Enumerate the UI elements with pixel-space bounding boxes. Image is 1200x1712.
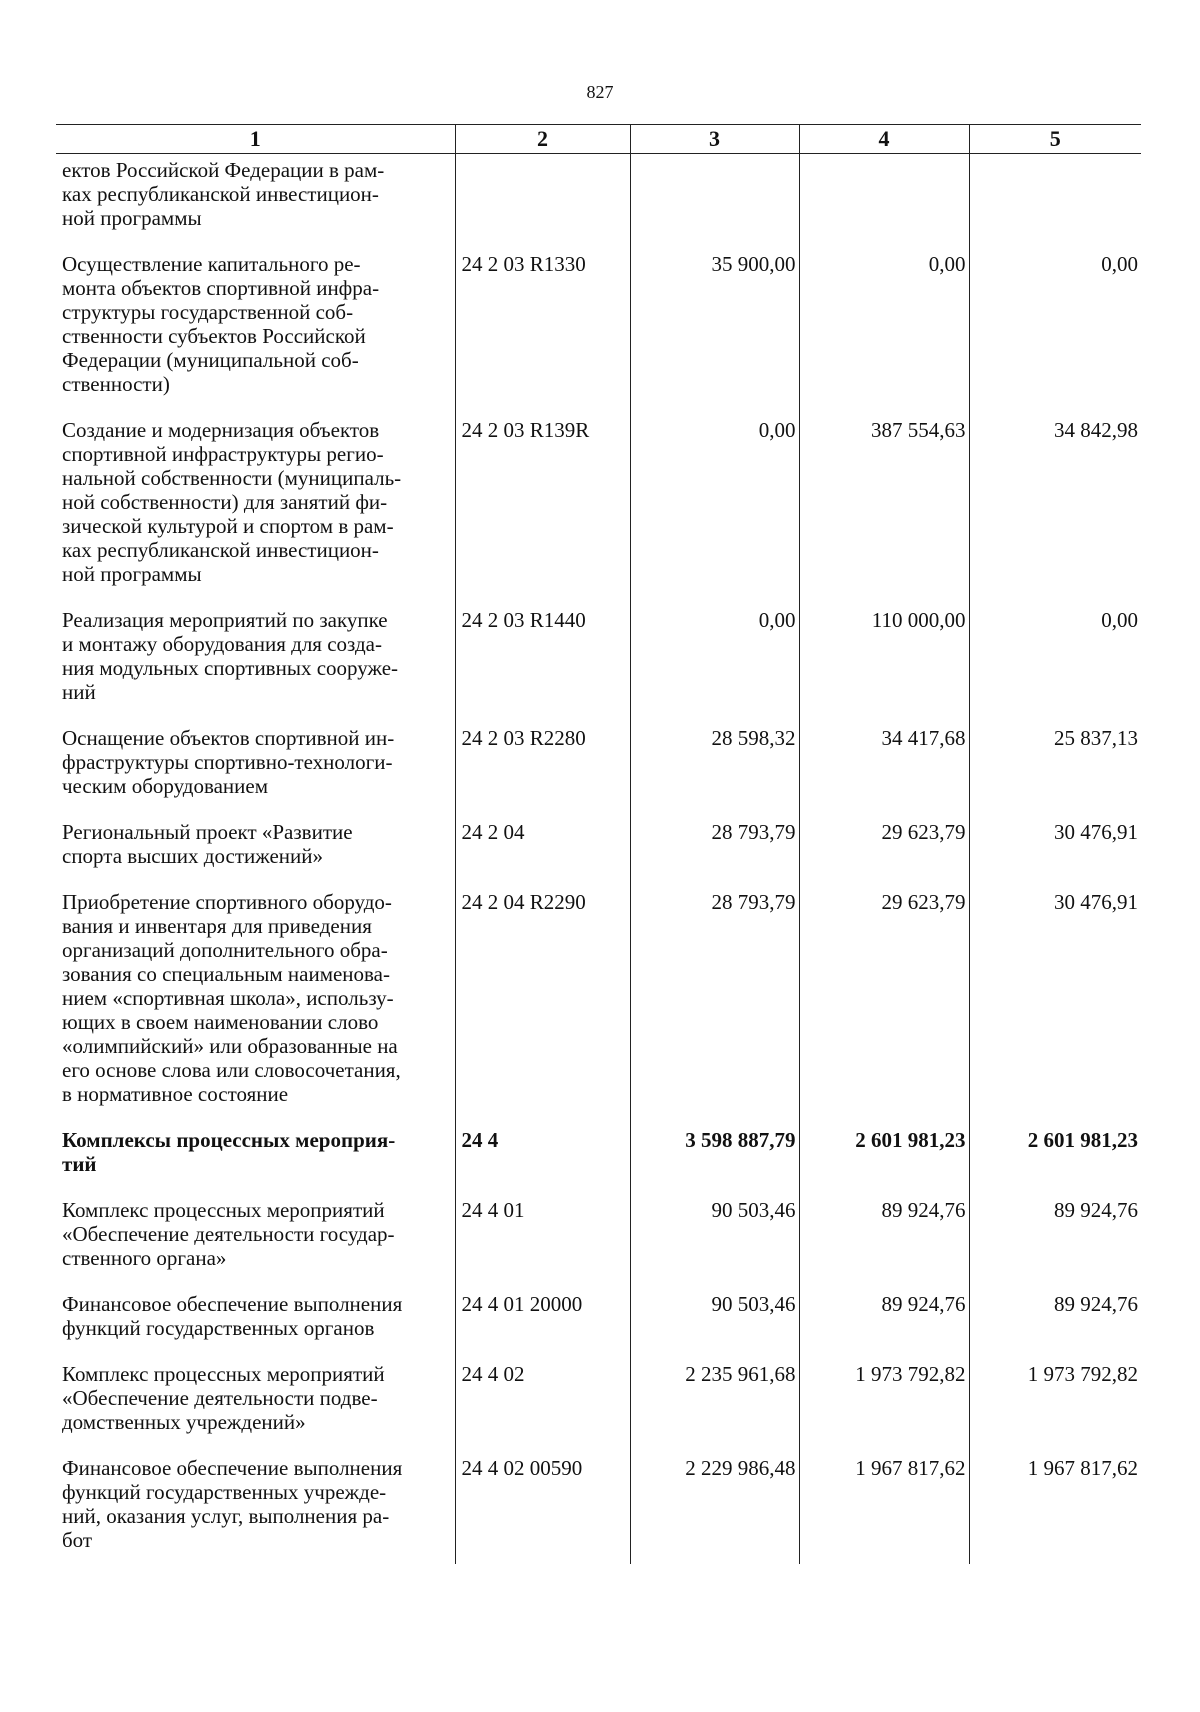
row-name-cell: ектов Российской Федерации в рам- ках республиканской инвестицион- ной программы	[62, 158, 385, 230]
row-value-col5: 2 601 981,23	[969, 1118, 1141, 1188]
table-row	[56, 242, 1141, 408]
table-row	[56, 1352, 1141, 1446]
row-code-cell: 24 4 02	[455, 1352, 630, 1446]
row-code-cell: 24 2 04	[455, 810, 630, 880]
row-value-col5: 1 973 792,82	[969, 1352, 1141, 1446]
row-value-col3: 3 598 887,79	[630, 1118, 799, 1188]
row-code-cell: 24 2 03 R139R	[455, 408, 630, 598]
row-name-cell: Финансовое обеспечение выполнения функций государственных органов	[62, 1292, 403, 1340]
row-value-col4: 387 554,63	[799, 408, 969, 598]
row-code-cell: 24 2 03 R2280	[455, 716, 630, 810]
table-row	[56, 1118, 1141, 1188]
row-code-cell: 24 2 03 R1440	[455, 598, 630, 716]
row-value-col4: 34 417,68	[799, 716, 969, 810]
column-header-2: 2	[455, 125, 630, 154]
row-code-cell: 24 2 04 R2290	[455, 880, 630, 1118]
row-value-col5: 34 842,98	[969, 408, 1141, 598]
row-name-cell: Комплекс процессных мероприятий «Обеспечение деятельности государ- ственного органа»	[62, 1198, 395, 1270]
row-value-col5: 30 476,91	[969, 810, 1141, 880]
column-header-5: 5	[969, 125, 1141, 154]
row-name-cell: Финансовое обеспечение выполнения функций государственных учрежде- ний, оказания услуг, выполнения ра- бот	[62, 1456, 403, 1552]
row-name-cell: Создание и модернизация объектов спортивной инфраструктуры регио- нальной собственности (муниципаль- ной собственности) для занятий фи- зической культурой и спортом в рам- ках республиканской инвестицион- ной программы	[62, 418, 402, 586]
row-value-col3: 35 900,00	[630, 242, 799, 408]
column-header-3: 3	[630, 125, 799, 154]
row-code-cell: 24 4 02 00590	[455, 1446, 630, 1564]
table-row	[56, 1188, 1141, 1282]
row-value-col5: 0,00	[969, 598, 1141, 716]
row-code-cell: 24 4 01 20000	[455, 1282, 630, 1352]
table-row	[56, 598, 1141, 716]
row-code-cell: 24 4	[455, 1118, 630, 1188]
row-name-cell: Приобретение спортивного оборудо- вания и инвентаря для приведения организаций дополнительного обра- зования со специальным наименова- нием «спортивная школа», использу- ющих в своем наименовании слово «олимпийский» или образованные на его основе слова или словосочетания, в нормативное состояние	[62, 890, 401, 1106]
row-code-cell: 24 2 03 R1330	[455, 242, 630, 408]
table-row	[56, 1446, 1141, 1564]
row-value-col3: 28 598,32	[630, 716, 799, 810]
row-value-col4: 110 000,00	[799, 598, 969, 716]
row-value-col5: 1 967 817,62	[969, 1446, 1141, 1564]
row-value-col3	[630, 154, 799, 243]
row-value-col5: 0,00	[969, 242, 1141, 408]
row-code-cell	[455, 154, 630, 243]
row-value-col4: 29 623,79	[799, 880, 969, 1118]
row-value-col4: 29 623,79	[799, 810, 969, 880]
row-value-col4: 89 924,76	[799, 1282, 969, 1352]
row-value-col5	[969, 154, 1141, 243]
row-name-cell: Оснащение объектов спортивной ин- фраструктуры спортивно-технологи- ческим оборудованием	[62, 726, 395, 798]
budget-table	[56, 124, 1141, 1564]
row-value-col4: 1 967 817,62	[799, 1446, 969, 1564]
table-header-row	[56, 125, 1141, 154]
page-number: 827	[586, 82, 614, 102]
table-row	[56, 154, 1141, 243]
row-name-cell: Осуществление капитального ре- монта объектов спортивной инфра- структуры государственной соб- ственности субъектов Российской Федерации (муниципальной соб- ственности)	[62, 252, 380, 396]
row-value-col3: 2 235 961,68	[630, 1352, 799, 1446]
row-value-col3: 90 503,46	[630, 1188, 799, 1282]
row-value-col3: 28 793,79	[630, 810, 799, 880]
row-value-col4: 89 924,76	[799, 1188, 969, 1282]
table-row	[56, 810, 1141, 880]
row-code-cell: 24 4 01	[455, 1188, 630, 1282]
row-value-col3: 28 793,79	[630, 880, 799, 1118]
table-row	[56, 880, 1141, 1118]
row-value-col5: 30 476,91	[969, 880, 1141, 1118]
row-name-cell: Региональный проект «Развитие спорта высших достижений»	[62, 820, 353, 868]
column-header-4: 4	[799, 125, 969, 154]
row-value-col4: 1 973 792,82	[799, 1352, 969, 1446]
row-value-col5: 25 837,13	[969, 716, 1141, 810]
table-row	[56, 716, 1141, 810]
row-value-col3: 0,00	[630, 408, 799, 598]
row-value-col4: 0,00	[799, 242, 969, 408]
table-row	[56, 408, 1141, 598]
table-row	[56, 1282, 1141, 1352]
row-value-col5: 89 924,76	[969, 1282, 1141, 1352]
table-body	[56, 154, 1141, 1565]
row-value-col4	[799, 154, 969, 243]
row-name-cell: Реализация мероприятий по закупке и монтажу оборудования для созда- ния модульных спортивных сооруже- ний	[62, 608, 399, 704]
row-value-col5: 89 924,76	[969, 1188, 1141, 1282]
column-header-1: 1	[56, 125, 455, 154]
row-name-cell: Комплексы процессных мероприя- тий	[62, 1128, 396, 1176]
row-value-col3: 0,00	[630, 598, 799, 716]
row-value-col4: 2 601 981,23	[799, 1118, 969, 1188]
row-value-col3: 2 229 986,48	[630, 1446, 799, 1564]
row-value-col3: 90 503,46	[630, 1282, 799, 1352]
row-name-cell: Комплекс процессных мероприятий «Обеспечение деятельности подве- домственных учреждений»	[62, 1362, 385, 1434]
